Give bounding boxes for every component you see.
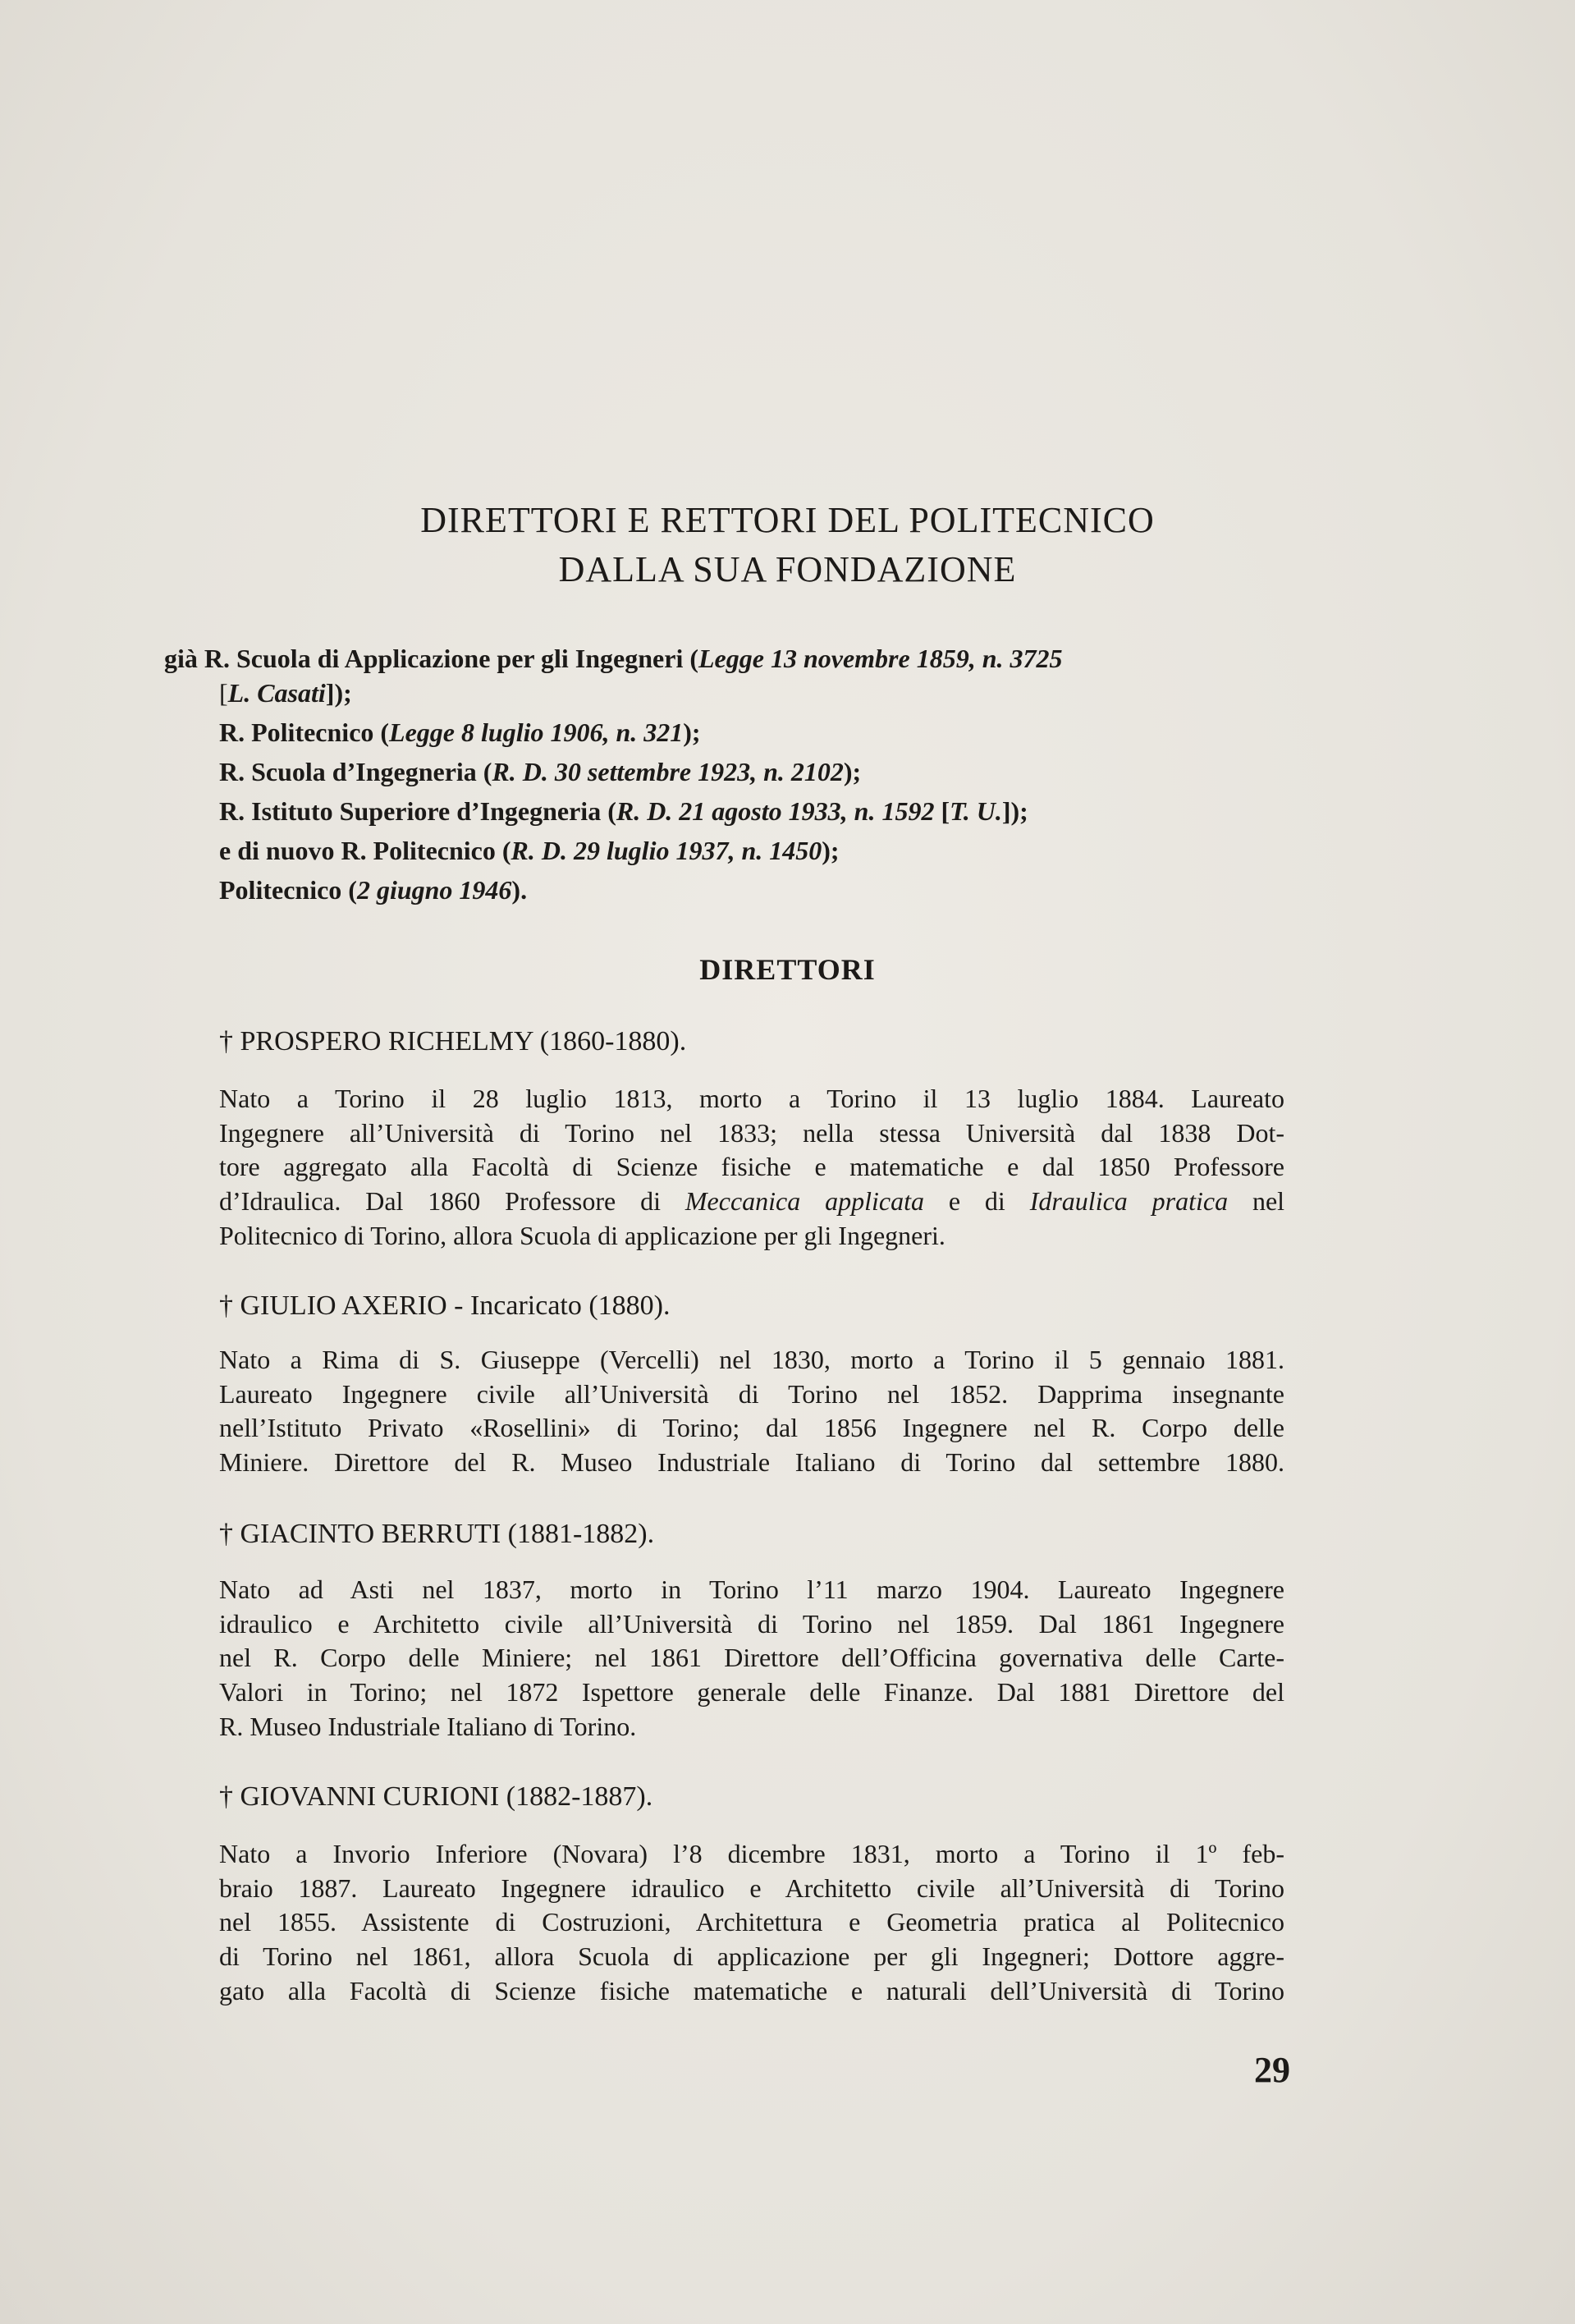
paragraph-line: nel R. Corpo delle Miniere; nel 1861 Direttore dell’Officina governativa delle Carte- (219, 1643, 1284, 1673)
paragraph-line: Nato ad Asti nel 1837, morto in Torino l’11 marzo 1904. Laureato Ingegnere (219, 1575, 1284, 1604)
founding-line-1: già R. Scuola di Applicazione per gli Ingegneri (Legge 13 novembre 1859, n. 3725 (164, 644, 1063, 673)
founding-line-4: R. Scuola d’Ingegneria (R. D. 30 settembre 1923, n. 2102); (219, 757, 862, 786)
entry-paragraph (219, 1573, 1284, 1744)
entry-heading: † GIOVANNI CURIONI (1882-1887). (219, 1781, 653, 1812)
paragraph-line: Laureato Ingegnere civile all’Università di Torino nel 1852. Dapprima insegnante (219, 1378, 1284, 1409)
founding-line-6: e di nuovo R. Politecnico (R. D. 29 luglio 1937, n. 1450); (219, 836, 840, 865)
paragraph-line: d’Idraulica. Dal 1860 Professore di Meccanica applicata e di Idraulica pratica nel (219, 1186, 1284, 1217)
paragraph-line: R. Museo Industriale Italiano di Torino. (219, 1711, 637, 1741)
paragraph-line: nel 1855. Assistente di Costruzioni, Architettura e Geometria pratica al Politecnico (219, 1907, 1284, 1937)
entry-heading: † GIACINTO BERRUTI (1881-1882). (219, 1519, 655, 1549)
paragraph-line: Valori in Torino; nel 1872 Ispettore generale delle Finanze. Dal 1881 Direttore del (219, 1677, 1284, 1707)
paragraph-line: Miniere. Direttore del R. Museo Industriale Italiano di Torino dal settembre 1880. (219, 1447, 1284, 1478)
paragraph-line: gato alla Facoltà di Scienze fisiche matematiche e naturali dell’Università di Torino (219, 1975, 1284, 2005)
page-title-line-2: DALLA SUA FONDAZIONE (558, 549, 1017, 589)
section-heading: DIRETTORI (699, 953, 876, 986)
paragraph-line: di Torino nel 1861, allora Scuola di applicazione per gli Ingegneri; Dottore aggre- (219, 1941, 1284, 1972)
paragraph-line: Nato a Rima di S. Giuseppe (Vercelli) nel 1830, morto a Torino il 5 gennaio 1881. (219, 1345, 1284, 1374)
founding-line-3: R. Politecnico (Legge 8 luglio 1906, n. 321); (219, 717, 701, 747)
paragraph-line: braio 1887. Laureato Ingegnere idraulico e Architetto civile all’Università di Torino (219, 1872, 1284, 1903)
paragraph-line: Nato a Invorio Inferiore (Novara) l’8 dicembre 1831, morto a Torino il 1º feb- (219, 1839, 1284, 1868)
founding-line-5: R. Istituto Superiore d’Ingegneria (R. D. 21 agosto 1933, n. 1592 [T. U.]); (219, 796, 1028, 826)
entry-heading: † PROSPERO RICHELMY (1860-1880). (219, 1026, 687, 1057)
paragraph-line: Ingegnere all’Università di Torino nel 1833; nella stessa Università dal 1838 Dot- (219, 1117, 1284, 1148)
page-title-line-1: DIRETTORI E RETTORI DEL POLITECNICO (420, 500, 1155, 540)
entry-paragraph (219, 1082, 1284, 1253)
entry-paragraph (219, 1343, 1284, 1480)
paragraph-line: Nato a Torino il 28 luglio 1813, morto a Torino il 13 luglio 1884. Laureato (219, 1084, 1284, 1113)
entry-heading: † GIULIO AXERIO - Incaricato (1880). (219, 1290, 671, 1321)
paragraph-line: nell’Istituto Privato «Rosellini» di Torino; dal 1856 Ingegnere nel R. Corpo delle (219, 1413, 1284, 1443)
founding-line-2: [L. Casati]); (219, 678, 352, 708)
page-number: 29 (1254, 2050, 1290, 2090)
paragraph-line: idraulico e Architetto civile all’Università di Torino nel 1859. Dal 1861 Ingegnere (219, 1608, 1284, 1639)
paragraph-line: Politecnico di Torino, allora Scuola di applicazione per gli Ingegneri. (219, 1220, 945, 1250)
entry-paragraph (219, 1837, 1284, 2008)
founding-line-7: Politecnico (2 giugno 1946). (219, 875, 528, 905)
paragraph-line: tore aggregato alla Facoltà di Scienze fisiche e matematiche e dal 1850 Professore (219, 1152, 1284, 1182)
